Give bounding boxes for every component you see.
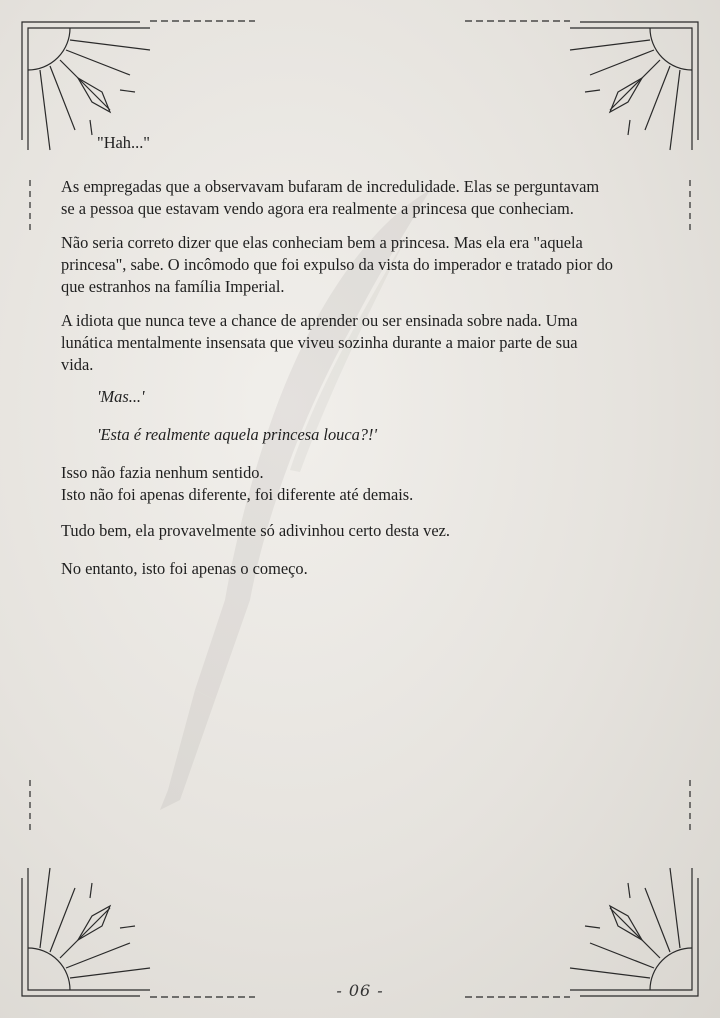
paragraph-7: Isso não fazia nenhum sentido. Isto não foi apenas diferente, foi diferente até demais.	[61, 463, 414, 504]
paragraph-5-thought: 'Mas...'	[97, 387, 145, 406]
paragraph-3: Não seria correto dizer que elas conheciam bem a princesa. Mas ela era "aquela princesa", sabe. O incômodo que foi expulso da vista do imperador e tratado pior do que estranhos na família Imperial.	[61, 233, 613, 296]
paragraph-6-thought: 'Esta é realmente aquela princesa louca?!'	[97, 425, 377, 444]
paragraph-1: "Hah..."	[97, 133, 150, 152]
paragraph-2: As empregadas que a observavam bufaram de incredulidade. Elas se perguntavam se a pessoa que estavam vendo agora era realmente a princesa que conheciam.	[61, 177, 600, 218]
paragraph-9: No entanto, isto foi apenas o começo.	[61, 559, 308, 578]
page-number: - 06 -	[336, 981, 384, 1000]
paragraph-8: Tudo bem, ela provavelmente só adivinhou certo desta vez.	[61, 521, 451, 540]
paragraph-4: A idiota que nunca teve a chance de aprender ou ser ensinada sobre nada. Uma lunática mentalmente insensata que viveu sozinha durante a maior parte de sua vida.	[61, 311, 578, 374]
